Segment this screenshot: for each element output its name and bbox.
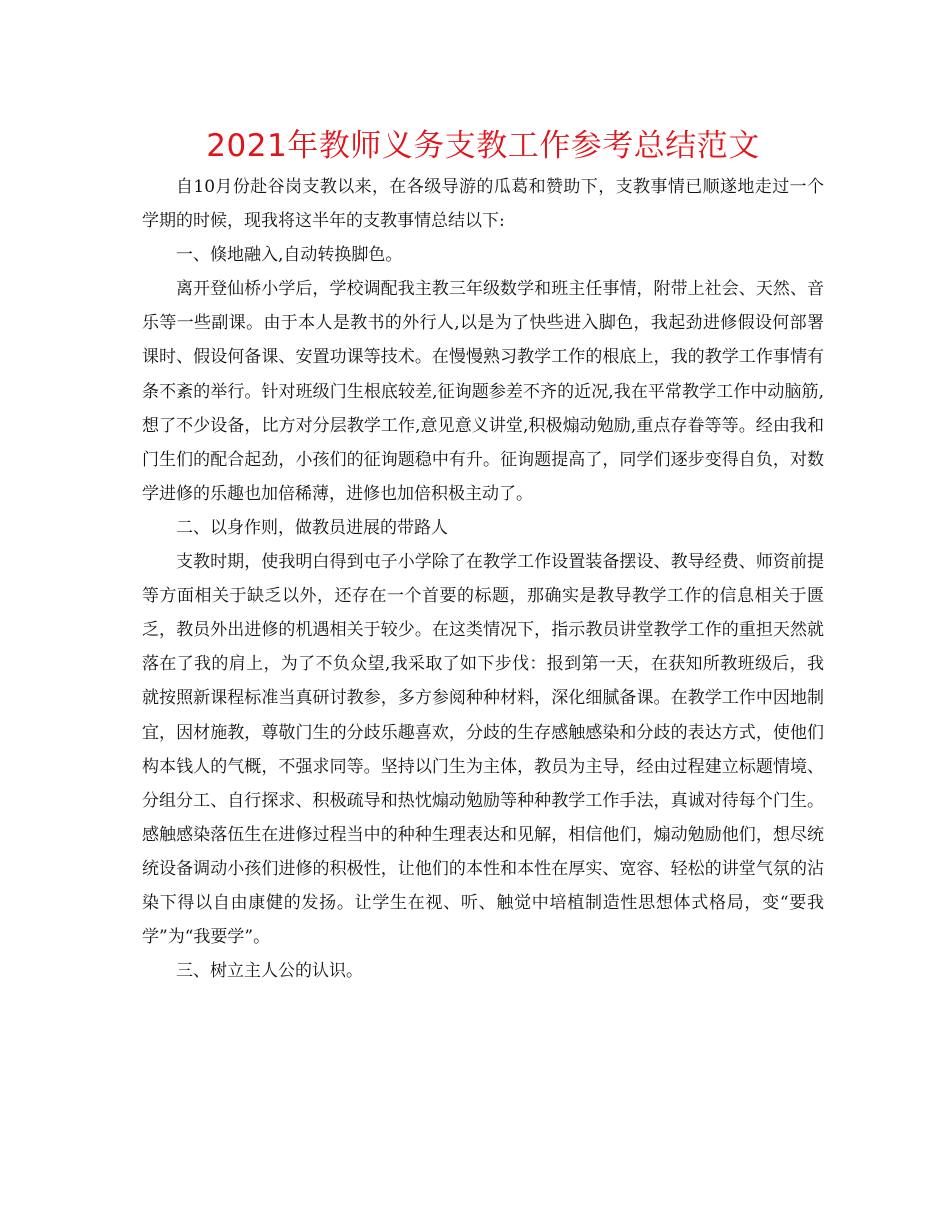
document-title: 2021年教师义务支教工作参考总结范文: [206, 128, 760, 164]
paragraph-body-2: 支教时期，使我明白得到屯子小学除了在教学工作设置装备摆设、教导经费、师资前提等方面相关于缺乏以外，还存在一个首要的标题，那确实是教导教学工作的信息相关于匮乏，教员外出进修的机遇相关于较少。在这类情况下，指示教员讲堂教学工作的重担天然就落在了我的肩上，为了不负众望,我采取了如下步伐：报到第一天，在获知所教班级后，我就按照新课程标准当真研讨教参，多方参阅种种材料，深化细腻备课。在教学工作中因地制宜，因材施教，尊敬门生的分歧乐趣喜欢，分歧的生存感触感染和分歧的表达方式，使他们构本钱人的气概，不强求同等。坚持以门生为主体，教员为主导，经由过程建立标题情境、分组分工、自行探求、积极疏导和热忱煽动勉励等种种教学工作手法，真诚对待每个门生。感触感染落伍生在进修过程当中的种种生理表达和见解，相信他们，煽动勉励他们，想尽统统设备调动小孩们进修的积极性，让他们的本性和本性在厚实、宽容、轻松的讲堂气氛的沾染下得以自由康健的发扬。让学生在视、听、触觉中培植制造性思想体式格局，变“要我学”为“我要学”。: [142, 552, 824, 948]
document-page: [142, 122, 824, 988]
paragraph-heading-3: 三、树立主人公的认识。: [176, 961, 363, 982]
paragraph-heading-1: 一、倏地融入,自动转换脚色。: [176, 245, 403, 266]
paragraph-intro: 自10月份赴谷岗支教以来，在各级导游的瓜葛和赞助下，支教事情已顺遂地走过一个学期的时候，现我将这半年的支教事情总结以下:: [142, 177, 824, 232]
paragraph-heading-2: 二、以身作则，做教员进展的带路人: [176, 517, 448, 538]
paragraph-body-1: 离开登仙桥小学后，学校调配我主教三年级数学和班主任事情，附带上社会、天然、音乐等一些副课。由于本人是教书的外行人,以是为了快些进入脚色，我起劲进修假设何部署课时、假设何备课、安置功课等技术。在慢慢熟习教学工作的根底上，我的教学工作事情有条不紊的举行。针对班级门生根底较差,征询题参差不齐的近况,我在平常教学工作中动脑筋,想了不少设备，比方对分层教学工作,意见意义讲堂,积极煽动勉励,重点存眷等等。经由我和门生们的配合起劲，小孩们的征询题稳中有升。征询题提高了，同学们逐步变得自负，对数学进修的乐趣也加倍稀薄，进修也加倍积极主动了。: [142, 279, 824, 504]
